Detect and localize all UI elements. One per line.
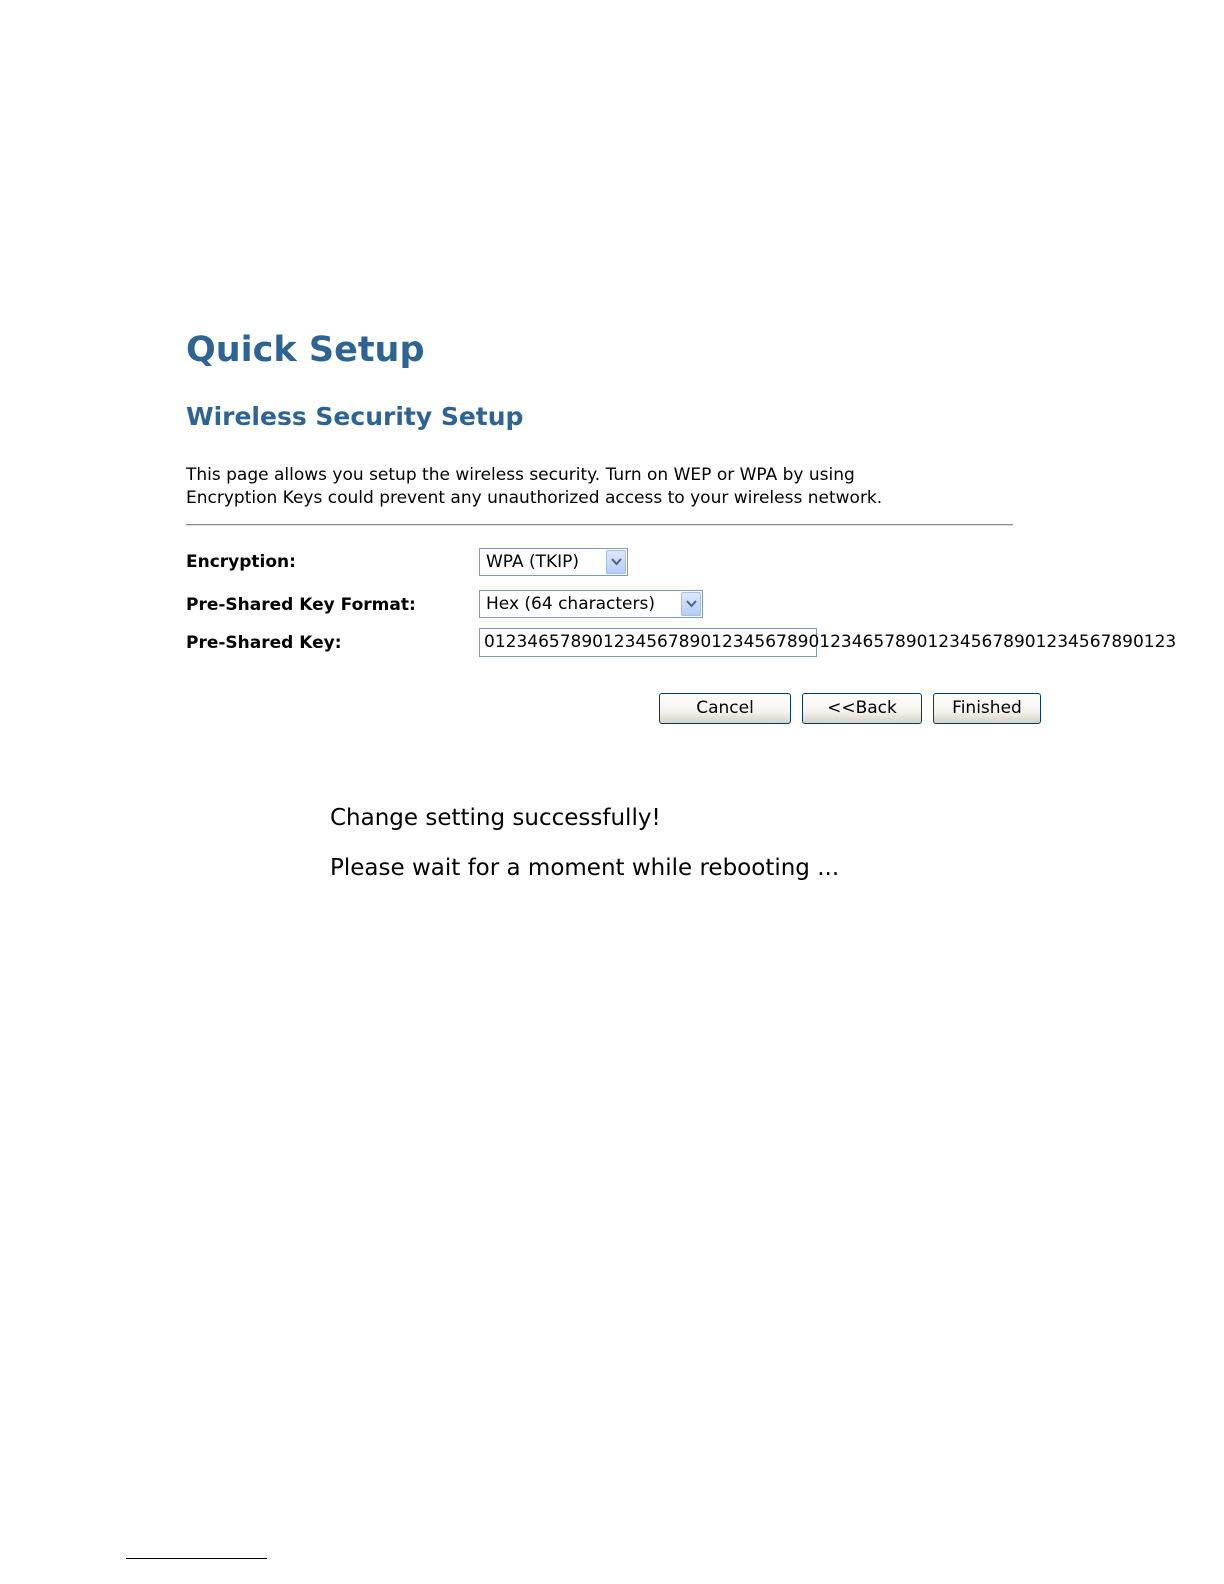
divider (186, 524, 1013, 526)
encryption-select-value: WPA (TKIP) (486, 552, 580, 572)
page-description (186, 464, 986, 510)
psk-input[interactable]: 0123465789012345678901234567890123465789012345678901234567890123 (479, 628, 817, 657)
status-message-success: Change setting successfully! (330, 805, 661, 831)
encryption-label: Encryption: (186, 552, 296, 572)
key-format-select[interactable] (479, 590, 703, 618)
cancel-button[interactable]: Cancel (659, 693, 791, 724)
chevron-down-icon[interactable] (681, 592, 701, 616)
chevron-down-icon[interactable] (606, 550, 626, 574)
finished-button[interactable]: Finished (933, 693, 1041, 724)
footnote-rule (126, 1558, 267, 1559)
page-title: Quick Setup (186, 330, 425, 370)
description-line: Encryption Keys could prevent any unauthorized access to your wireless network. (186, 488, 883, 508)
section-title: Wireless Security Setup (186, 402, 524, 431)
key-format-label: Pre-Shared Key Format: (186, 595, 416, 615)
back-button[interactable]: <<Back (802, 693, 922, 724)
encryption-select[interactable] (479, 548, 628, 576)
psk-label: Pre-Shared Key: (186, 633, 342, 653)
status-message-rebooting: Please wait for a moment while rebooting ... (330, 855, 840, 881)
description-line: This page allows you setup the wireless security. Turn on WEP or WPA by using (186, 465, 855, 485)
key-format-select-value: Hex (64 characters) (486, 594, 655, 614)
